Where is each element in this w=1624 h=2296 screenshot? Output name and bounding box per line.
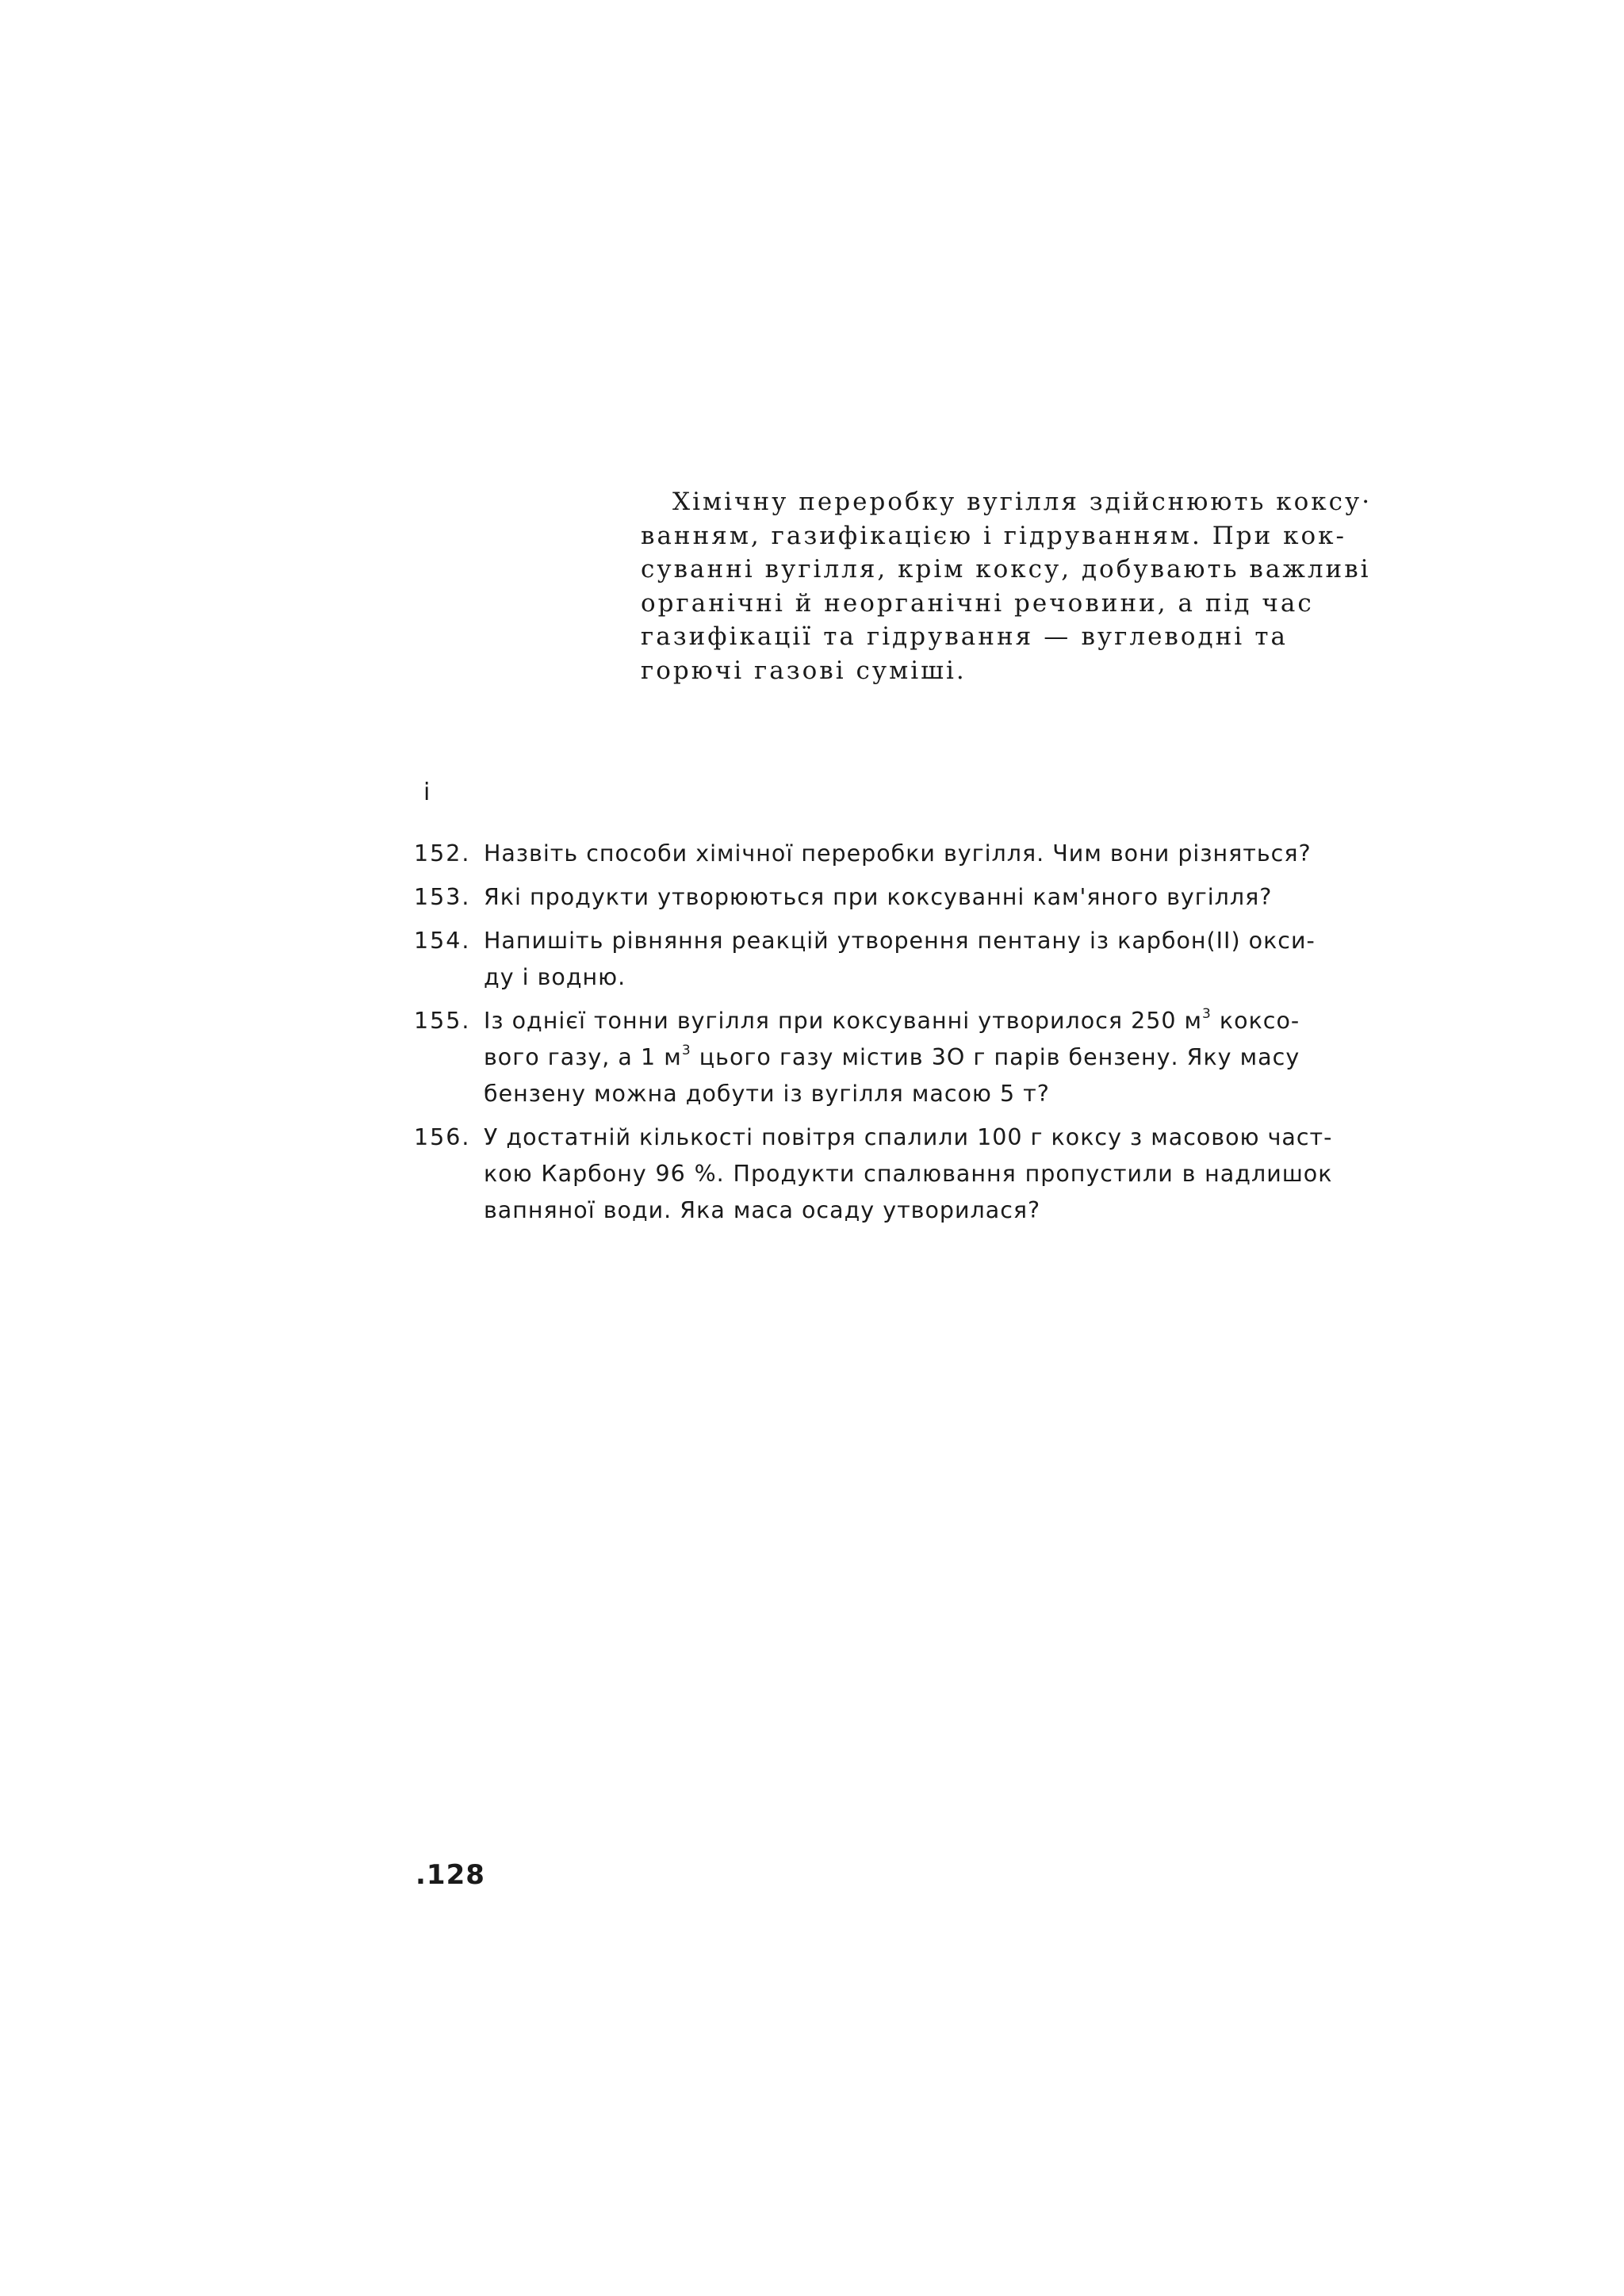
exercise-line: кою Карбону 96 %. Продукти спалювання пропустили в надлишок bbox=[484, 1161, 1333, 1187]
exercise-line: бензену можна добути із вугілля масою 5 т? bbox=[484, 1081, 1050, 1107]
exercise-item bbox=[414, 879, 1288, 916]
exercise-text-run: вого газу, а 1 м bbox=[484, 1044, 682, 1070]
exercise-number: 156. bbox=[414, 1124, 471, 1150]
exercise-text bbox=[484, 1003, 1300, 1112]
exercise-number: 152. bbox=[414, 840, 471, 867]
exercise-item bbox=[414, 1119, 1333, 1229]
summary-line: Хімічну переробку вугілля здійснюють коксу· bbox=[672, 488, 1373, 516]
exercise-text-run: цього газу містив 3О г парів бензену. Яку масу bbox=[691, 1044, 1300, 1070]
exercise-line: Напишіть рівняння реакцій утворення пентану із карбон(II) окси- bbox=[484, 928, 1316, 954]
exercise-line: Які продукти утворюються при коксуванні кам'яного вугілля? bbox=[484, 884, 1273, 910]
stray-mark: і bbox=[423, 779, 431, 806]
summary-line: газифікації та гідрування — вуглеводні та bbox=[641, 622, 1288, 651]
exercise-text bbox=[484, 836, 1312, 872]
exercise-line: У достатній кількості повітря спалили 100 г коксу з масовою част- bbox=[484, 1124, 1333, 1150]
superscript: 3 bbox=[681, 1042, 691, 1058]
exercise-text-run: коксо- bbox=[1211, 1008, 1300, 1034]
exercise-line: Назвіть способи хімічної переробки вугілля. Чим вони різняться? bbox=[484, 840, 1312, 867]
exercise-line bbox=[484, 1003, 1300, 1039]
summary-line: горючі газові суміші. bbox=[641, 656, 967, 685]
exercise-item bbox=[414, 923, 1316, 996]
summary-line: органічні й неорганічні речовини, а під час bbox=[641, 588, 1314, 618]
section-summary bbox=[641, 485, 1373, 687]
exercise-item bbox=[414, 1003, 1300, 1112]
exercise-line: ду і водню. bbox=[484, 964, 626, 990]
exercise-list bbox=[414, 836, 1333, 1236]
exercise-number: 153. bbox=[414, 884, 471, 910]
exercise-line bbox=[484, 1039, 1300, 1076]
exercise-item bbox=[414, 836, 1312, 872]
exercise-text-run: Із однієї тонни вугілля при коксуванні утворилося 250 м bbox=[484, 1008, 1203, 1034]
page-number: .128 bbox=[416, 1859, 485, 1891]
exercise-text bbox=[484, 1119, 1332, 1229]
exercise-text bbox=[484, 923, 1316, 996]
summary-line: суванні вугілля, крім коксу, добувають важливі bbox=[641, 555, 1371, 584]
exercise-number: 155. bbox=[414, 1008, 471, 1034]
exercise-number: 154. bbox=[414, 928, 471, 954]
summary-line: ванням, газифікацією і гідруванням. При кок- bbox=[641, 521, 1347, 550]
superscript: 3 bbox=[1202, 1005, 1212, 1022]
exercise-line: вапняної води. Яка маса осаду утворилася? bbox=[484, 1197, 1041, 1223]
exercise-text bbox=[484, 879, 1288, 916]
